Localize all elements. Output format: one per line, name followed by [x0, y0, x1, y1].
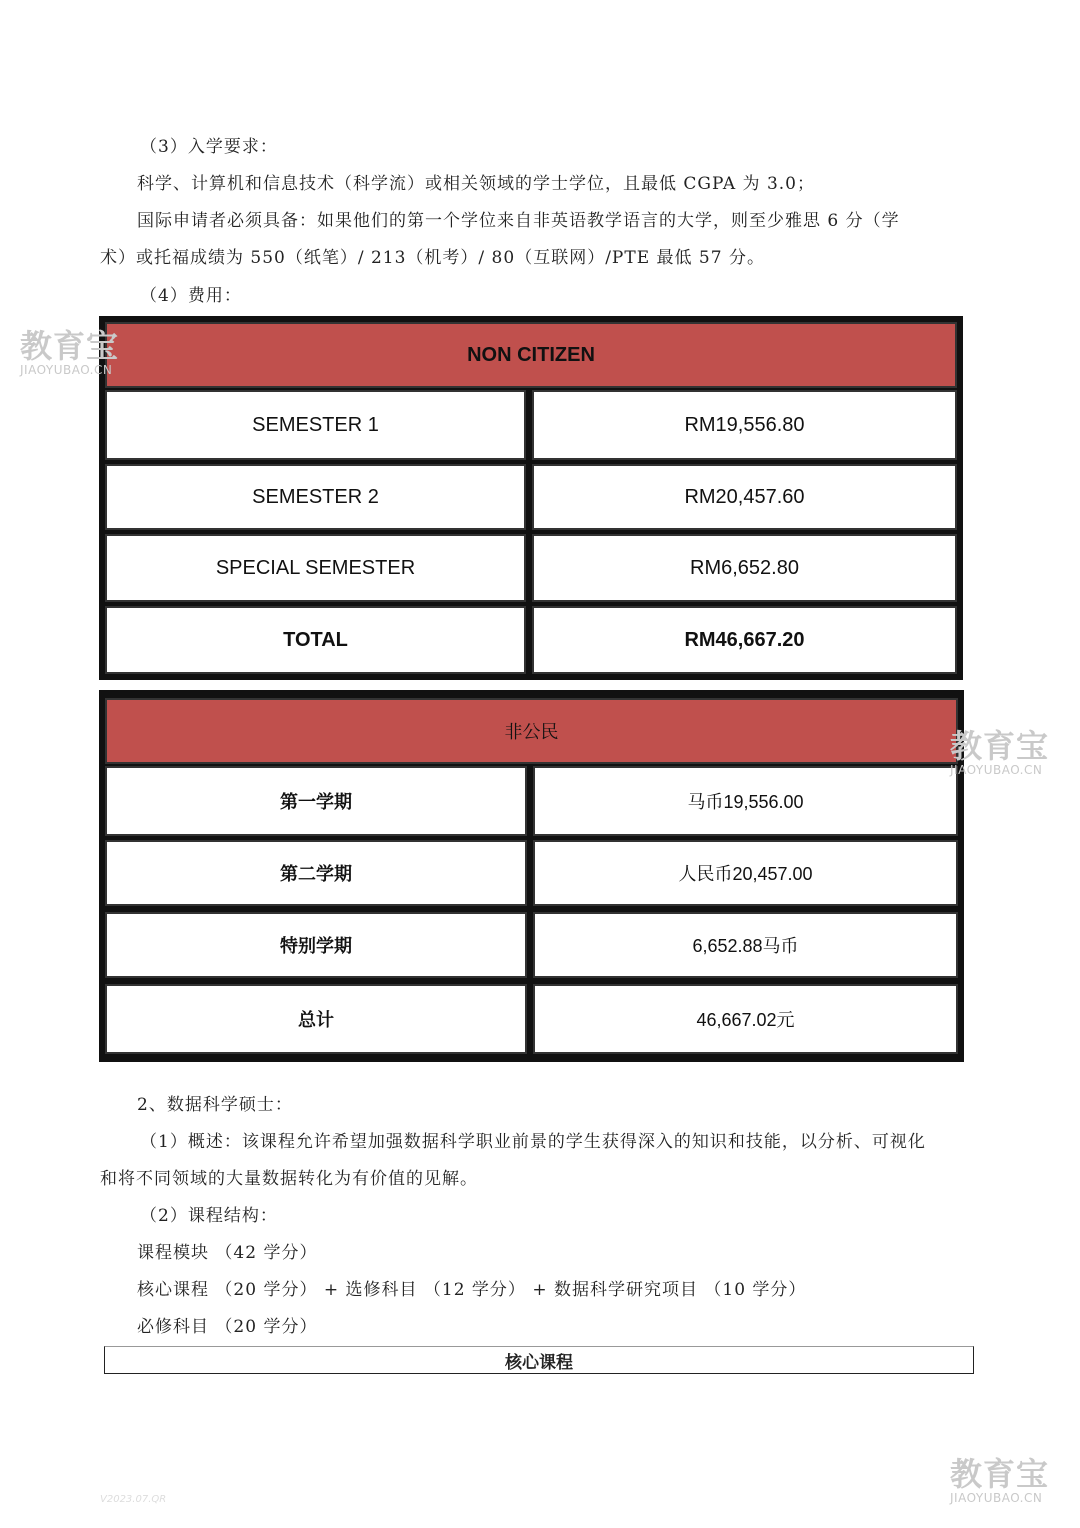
- fee-zh-label-2: 第二学期: [105, 840, 527, 906]
- fee-en-value-3: RM6,652.80: [532, 534, 957, 602]
- overview-line-2: 和将不同领域的大量数据转化为有价值的见解。: [100, 1169, 478, 1189]
- fee-zh-value-total: 46,667.02元: [533, 984, 958, 1054]
- watermark-brand: 教育宝: [950, 727, 1050, 765]
- fee-table-en: [99, 316, 963, 680]
- fee-en-value-2: RM20,457.60: [532, 464, 957, 530]
- structure-line-1: 课程模块 （42 学分）: [137, 1243, 318, 1263]
- structure-line-2: 核心课程 （20 学分） + 选修科目 （12 学分） + 数据科学研究项目 （10 学分）: [137, 1280, 807, 1300]
- watermark-domain: JIAOYUBAO.CN: [20, 363, 113, 377]
- fee-table-zh: [99, 690, 964, 1062]
- watermark-brand: 教育宝: [20, 327, 120, 365]
- entry-heading: （3）入学要求：: [140, 137, 278, 157]
- watermark-domain: JIAOYUBAO.CN: [950, 1491, 1043, 1505]
- overview-line-1: （1）概述：该课程允许希望加强数据科学职业前景的学生获得深入的知识和技能，以分析、可视化: [140, 1132, 926, 1152]
- entry-line-1: 科学、计算机和信息技术（科学流）或相关领域的学士学位，且最低 CGPA 为 3.0；: [137, 174, 815, 194]
- entry-line-2: 国际申请者必须具备：如果他们的第一个学位来自非英语教学语言的大学，则至少雅思 6 分（学: [137, 211, 900, 231]
- fees-heading: （4）费用：: [140, 286, 242, 306]
- watermark-logo: [20, 327, 120, 377]
- fee-zh-label-1: 第一学期: [105, 766, 527, 836]
- fee-en-value-total: RM46,667.20: [532, 606, 957, 674]
- structure-line-3: 必修科目 （20 学分）: [137, 1317, 318, 1337]
- structure-heading: （2）课程结构：: [140, 1206, 278, 1226]
- fee-en-label-1: SEMESTER 1: [105, 390, 526, 460]
- fee-en-label-total: TOTAL: [105, 606, 526, 674]
- watermark-logo: [950, 1455, 1050, 1505]
- core-courses-table-header: 核心课程: [104, 1346, 974, 1374]
- fee-en-value-1: RM19,556.80: [532, 390, 957, 460]
- fee-zh-label-total: 总计: [105, 984, 527, 1054]
- footer-mark: V2023.07.QR: [100, 1494, 167, 1505]
- fee-zh-value-3: 6,652.88马币: [533, 912, 958, 978]
- fee-zh-label-3: 特别学期: [105, 912, 527, 978]
- watermark-brand: 教育宝: [950, 1455, 1050, 1493]
- watermark-domain: JIAOYUBAO.CN: [950, 763, 1043, 777]
- fee-en-label-2: SEMESTER 2: [105, 464, 526, 530]
- entry-line-3: 术）或托福成绩为 550（纸笔）/ 213（机考）/ 80（互联网）/PTE 最低 57 分。: [100, 248, 765, 268]
- fee-en-label-3: SPECIAL SEMESTER: [105, 534, 526, 602]
- master-title: 2、数据科学硕士：: [137, 1095, 293, 1115]
- fee-zh-value-2: 人民币20,457.00: [533, 840, 958, 906]
- watermark-logo: [950, 727, 1050, 777]
- fee-table-zh-header: 非公民: [105, 698, 958, 764]
- fee-zh-value-1: 马币19,556.00: [533, 766, 958, 836]
- fee-table-en-header: NON CITIZEN: [105, 322, 957, 388]
